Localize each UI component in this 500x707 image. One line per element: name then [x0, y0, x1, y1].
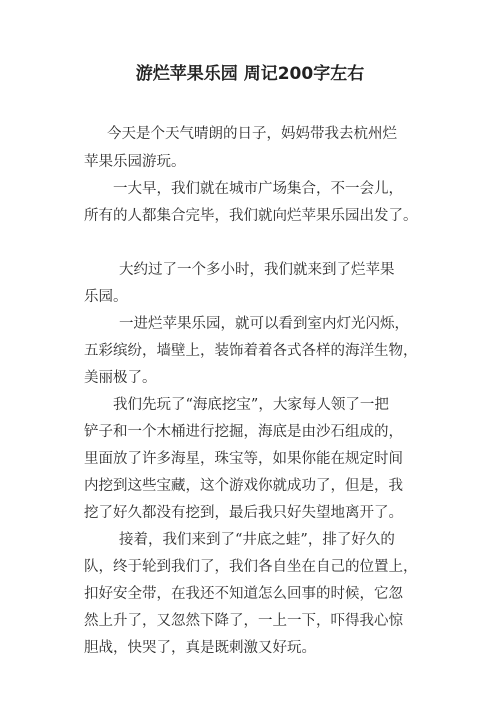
paragraph-5-line-1: 我们先玩了“海底挖宝”，大家每人领了一把	[113, 397, 389, 413]
paragraph-6-line-5: 胆战，快哭了，真是既刺激又好玩。	[84, 640, 316, 656]
paragraph-1-line-1: 今天是个天气晴朗的日子，妈妈带我去杭州烂	[107, 126, 397, 142]
paragraph-4-line-2: 五彩缤纷，墙壁上，装饰着着各式各样的海洋生物，	[84, 343, 418, 359]
paragraph-6-line-4: 然上升了，又忽然下降了，一上一下，吓得我心惊	[84, 613, 403, 629]
paragraph-4-line-3: 美丽极了。	[84, 370, 157, 386]
paragraph-6-line-2: 队，终于轮到我们了，我们各自坐在自己的位置上，	[84, 559, 418, 575]
paragraph-1-line-2: 苹果乐园游玩。	[84, 154, 186, 170]
paragraph-5-line-2: 铲子和一个木桶进行挖掘，海底是由沙石组成的，	[84, 424, 403, 440]
paragraph-5-line-4: 内挖到这些宝藏，这个游戏你就成功了，但是，我	[84, 478, 403, 494]
paragraph-3-line-1: 大约过了一个多小时，我们就来到了烂苹果	[119, 262, 395, 278]
paragraph-5-line-3: 里面放了许多海星，珠宝等，如果你能在规定时间	[84, 451, 403, 467]
document-title: 游烂苹果乐园 周记200字左右	[135, 64, 365, 84]
paragraph-6-line-1: 接着，我们来到了“井底之蛙”，排了好久的	[119, 532, 395, 548]
paragraph-4-line-1: 一进烂苹果乐园，就可以看到室内灯光闪烁，	[119, 316, 409, 332]
paragraph-6-line-3: 扣好安全带，在我还不知道怎么回事的时候，它忽	[84, 586, 403, 602]
paragraph-5-line-5: 挖了好久都没有挖到，最后我只好失望地离开了。	[84, 505, 403, 521]
paragraph-2-line-2: 所有的人都集合完毕，我们就向烂苹果乐园出发了。	[84, 208, 418, 224]
paragraph-3-line-2: 乐园。	[84, 289, 128, 305]
paragraph-2-line-1: 一大早，我们就在城市广场集合，不一会儿，	[113, 181, 403, 197]
